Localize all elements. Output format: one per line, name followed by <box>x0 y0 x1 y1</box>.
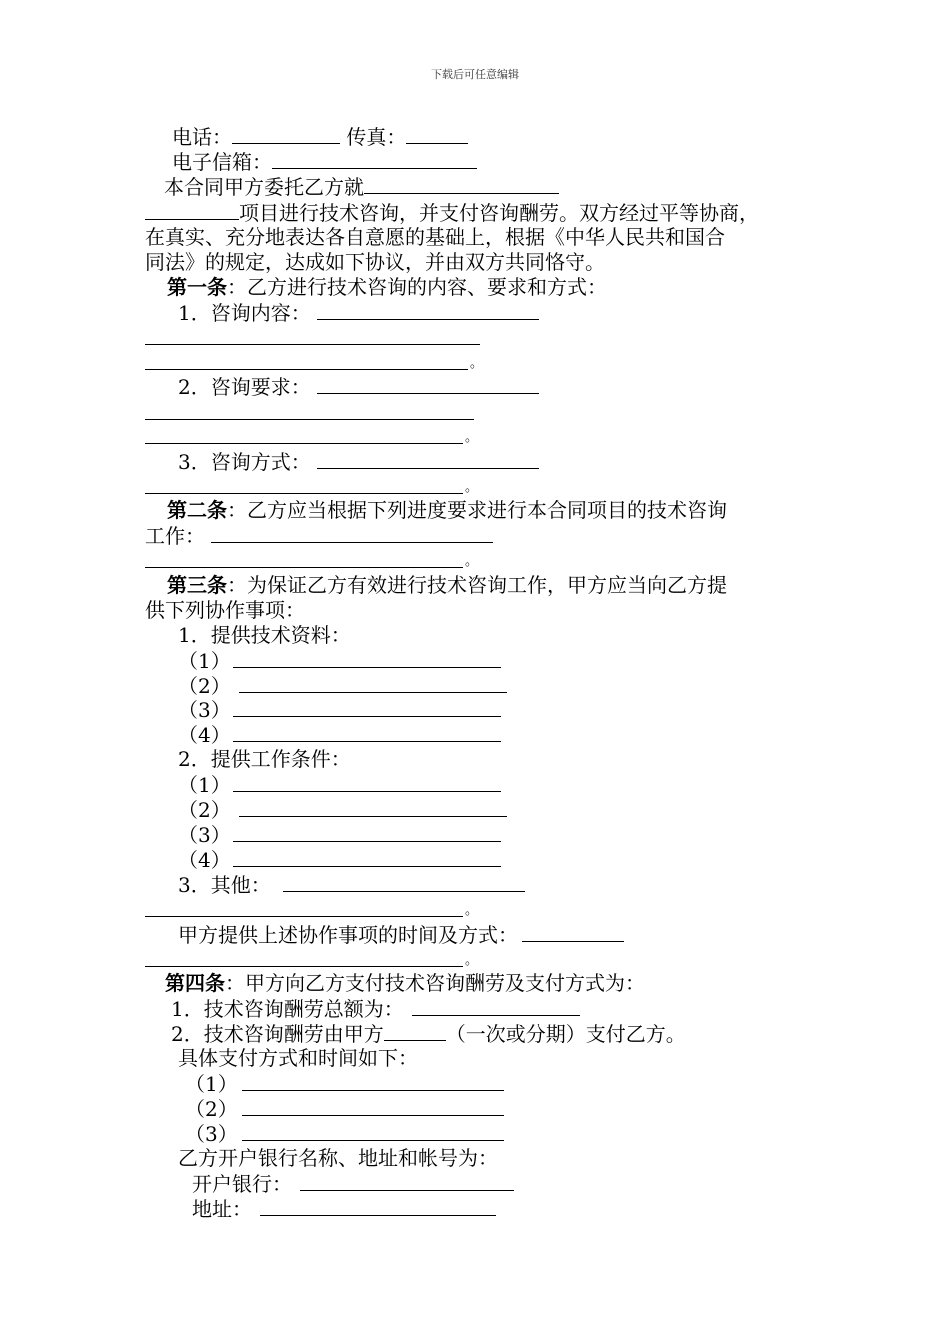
article3-title: 第三条 <box>167 573 227 597</box>
a4-sub3 <box>185 1121 504 1146</box>
a1-item3 <box>178 449 539 474</box>
a1-item2-blank[interactable] <box>317 374 539 394</box>
phone-blank[interactable] <box>232 124 340 144</box>
a4-item2-label: 2．技术咨询酬劳由甲方 <box>171 1022 384 1046</box>
article2-title: 第二条 <box>167 498 227 522</box>
article2-heading <box>167 498 727 523</box>
article1-text: ：乙方进行技术咨询的内容、要求和方式： <box>227 275 607 299</box>
article4-text: ：甲方向乙方支付技术咨询酬劳及支付方式为： <box>225 971 645 995</box>
a4-address-blank[interactable] <box>260 1196 496 1216</box>
a4-pay-blank-3[interactable] <box>242 1121 504 1141</box>
a3-item1-blank-4[interactable] <box>233 722 501 742</box>
a4-sub1 <box>185 1071 504 1096</box>
enum-label: （3） <box>178 823 231 847</box>
a3-time-method <box>178 922 624 947</box>
a1-item1-blank-3[interactable] <box>145 350 468 370</box>
a3-item2-blank-1[interactable] <box>233 772 501 792</box>
article1-heading <box>167 275 607 300</box>
a3-item2-blank-3[interactable] <box>233 822 501 842</box>
fax-blank[interactable] <box>406 124 468 144</box>
a4-item1 <box>171 996 580 1021</box>
a3-item2-blank-2[interactable] <box>239 797 507 817</box>
a3-time-method-cont <box>145 947 478 972</box>
article4-title: 第四条 <box>165 971 225 995</box>
a4-pay-blank-1[interactable] <box>242 1071 504 1091</box>
intro-text-2: 项目进行技术咨询，并支付咨询酬劳。双方经过平等协商， <box>239 201 759 225</box>
email-blank[interactable] <box>272 149 477 169</box>
enum-label: （3） <box>178 698 231 722</box>
a1-item1-cont-2 <box>145 350 483 375</box>
a1-item1-blank-2[interactable] <box>145 325 480 345</box>
project-blank[interactable] <box>364 174 559 194</box>
a4-detail: 具体支付方式和时间如下： <box>178 1046 418 1070</box>
a4-item2-suffix: （一次或分期）支付乙方。 <box>445 1022 686 1046</box>
a4-bank <box>192 1171 514 1196</box>
intro-text-1: 本合同甲方委托乙方就 <box>164 175 364 199</box>
article1-title: 第一条 <box>167 275 227 299</box>
a1-item1 <box>178 300 539 325</box>
a1-item2-label: 2．咨询要求： <box>178 375 311 399</box>
enum-label: （2） <box>178 674 231 698</box>
a3-item2-sub4 <box>178 847 501 872</box>
enum-label: （4） <box>178 848 231 872</box>
period: 。 <box>465 953 479 968</box>
article2-blank[interactable] <box>211 523 493 543</box>
a4-address <box>192 1196 496 1221</box>
a1-item1-blank[interactable] <box>317 300 539 320</box>
enum-label: （1） <box>185 1072 238 1096</box>
phone-label: 电话： <box>172 125 232 149</box>
article3-heading <box>167 573 727 598</box>
a3-item1-blank-3[interactable] <box>233 697 501 717</box>
a3-item1: 1．提供技术资料： <box>178 623 351 647</box>
a4-bank-info: 乙方开户银行名称、地址和帐号为： <box>178 1146 498 1170</box>
article3-text: ：为保证乙方有效进行技术咨询工作，甲方应当向乙方提 <box>227 573 727 597</box>
enum-label: （1） <box>178 649 231 673</box>
a3-item2-blank-4[interactable] <box>233 847 501 867</box>
period: 。 <box>465 903 479 918</box>
a3-item1-sub3 <box>178 697 501 722</box>
article2-line-2 <box>145 523 493 548</box>
article2-blank-2[interactable] <box>145 548 463 568</box>
page-header: 下载后可任意编辑 <box>431 68 519 81</box>
enum-label: （1） <box>178 773 231 797</box>
article2-line-3 <box>145 548 478 573</box>
a3-item3 <box>178 872 525 897</box>
a3-item3-label: 3．其他： <box>178 873 271 897</box>
a3-item1-sub2 <box>178 673 507 698</box>
a3-item3-blank-2[interactable] <box>145 897 463 917</box>
a4-total-blank[interactable] <box>412 996 580 1016</box>
a3-item1-blank-2[interactable] <box>239 673 507 693</box>
period: 。 <box>465 480 479 495</box>
a3-item2-sub1 <box>178 772 501 797</box>
a1-item2-blank-3[interactable] <box>145 424 463 444</box>
period: 。 <box>465 430 479 445</box>
a1-item1-label: 1．咨询内容： <box>178 301 311 325</box>
intro-line-2 <box>145 200 759 225</box>
a3-item3-blank[interactable] <box>283 872 525 892</box>
article4-heading <box>165 971 645 996</box>
phone-fax-line <box>172 124 468 149</box>
a3-time-method-blank-2[interactable] <box>145 947 463 967</box>
project-blank-2[interactable] <box>145 200 239 220</box>
email-label: 电子信箱： <box>172 150 272 174</box>
a3-item1-blank-1[interactable] <box>233 648 501 668</box>
a4-item1-label: 1．技术咨询酬劳总额为： <box>171 997 404 1021</box>
enum-label: （3） <box>185 1122 238 1146</box>
a3-item2-sub3 <box>178 822 501 847</box>
a1-item3-label: 3．咨询方式： <box>178 450 311 474</box>
a4-address-label: 地址： <box>192 1197 252 1221</box>
a1-item2 <box>178 374 539 399</box>
a4-item2 <box>171 1021 686 1046</box>
article2-text: ：乙方应当根据下列进度要求进行本合同项目的技术咨询 <box>227 498 727 522</box>
a4-pay-blank-2[interactable] <box>242 1096 504 1116</box>
a1-item2-cont-2 <box>145 424 478 449</box>
enum-label: （2） <box>185 1097 238 1121</box>
a4-sub2 <box>185 1096 504 1121</box>
intro-line-1 <box>164 174 559 199</box>
intro-line-4: 同法》的规定，达成如下协议，并由双方共同恪守。 <box>145 250 605 274</box>
a1-item1-cont-1 <box>145 325 480 350</box>
a4-bank-blank[interactable] <box>300 1171 514 1191</box>
intro-line-3: 在真实、充分地表达各自意愿的基础上，根据《中华人民共和国合 <box>145 225 725 249</box>
a3-time-method-blank[interactable] <box>522 922 624 942</box>
fax-label: 传真： <box>346 125 407 149</box>
a3-item3-cont <box>145 897 478 922</box>
a3-item2: 2．提供工作条件： <box>178 747 351 771</box>
a1-item3-cont <box>145 474 478 499</box>
a3-time-method-label: 甲方提供上述协作事项的时间及方式： <box>178 923 518 947</box>
a4-bank-label: 开户银行： <box>192 1172 292 1196</box>
period: 。 <box>465 554 479 569</box>
a1-item3-blank-2[interactable] <box>145 474 463 494</box>
a1-item3-blank[interactable] <box>317 449 539 469</box>
a3-item1-sub1 <box>178 648 501 673</box>
a1-item2-cont-1 <box>145 400 474 425</box>
enum-label: （2） <box>178 798 231 822</box>
period: 。 <box>470 356 484 371</box>
article3-line-2: 供下列协作事项： <box>145 598 305 622</box>
a4-installment-blank[interactable] <box>384 1021 446 1041</box>
a3-item1-sub4 <box>178 722 501 747</box>
a1-item2-blank-2[interactable] <box>145 400 474 420</box>
email-line <box>172 149 477 174</box>
article2-label: 工作： <box>145 524 205 548</box>
enum-label: （4） <box>178 723 231 747</box>
a3-item2-sub2 <box>178 797 507 822</box>
